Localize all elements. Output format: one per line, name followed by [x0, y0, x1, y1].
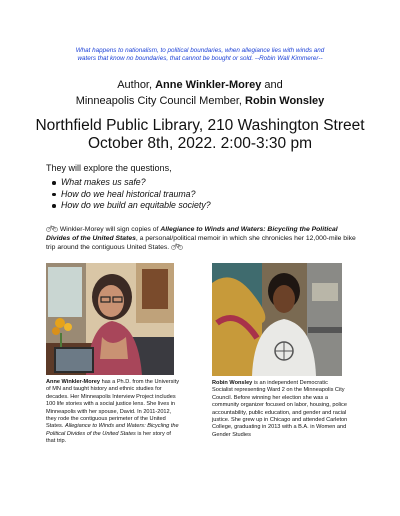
venue-datetime: October 8th, 2022. 2:00-3:30 pm [87, 135, 313, 152]
bicycle-icon [171, 243, 183, 250]
author-line-2: Minneapolis City Council Member, Robin Wonsley [75, 95, 325, 107]
quote-line: waters that know no boundaries, that cannot be bought or sold. --Robin Wall Kimmerer-- [77, 55, 323, 62]
book-title: Allegiance to Winds and Waters: Bicycling the Political Divides of the United States [46, 226, 338, 243]
question-item: How do we heal historical trauma? [52, 189, 211, 201]
epigraph-quote [40, 47, 360, 63]
intro-text: They will explore the questions, [46, 163, 172, 173]
question-list [52, 177, 211, 212]
quote-line: What happens to nationalism, to political boundaries, when allegiance lies with winds and [75, 47, 325, 54]
book-signing-note: Winkler-Morey will sign copies of Allegiance to Winds and Waters: Bicycling the Political Divides of the United States, a personal/political memoir in which she chronicles her 12,000-mile bike trip around the contiguous United States. [46, 226, 356, 252]
bio-book-title: Allegiance to Winds and Waters: Bicycling the Political Divides of the United States [46, 423, 179, 437]
question-item: How do we build an equitable society? [52, 200, 211, 212]
author-line-1: Author, Anne Winkler-Morey and [117, 79, 283, 91]
author-bio: Anne Winkler-Morey has a Ph.D. from the University of MN and taught history and ethnic studies for decades. Her Minneapolis Interview Project includes 100 life stories with a social justice lens. She lives in Minneapolis with her spouse, David. In 2011-2012, they rode the contiguous perimeter of the United States. Allegiance to Winds and Waters: Bicycling the Political Divides of the United States is her story of that trip. [46, 379, 179, 445]
venue-place: Northfield Public Library, 210 Washington Street [35, 117, 365, 134]
question-item: What makes us safe? [52, 177, 211, 189]
bio-name: Anne Winkler-Morey [46, 379, 101, 385]
bicycle-icon [46, 225, 58, 232]
author-name: Anne Winkler-Morey [155, 79, 262, 91]
authors-heading [20, 77, 380, 109]
event-venue [20, 117, 380, 153]
author-photo [46, 263, 174, 375]
council-member-name: Robin Wonsley [245, 95, 325, 107]
bio-name: Robin Wonsley [212, 380, 253, 386]
council-member-bio: Robin Wonsley is an independent Democratic Socialist representing Ward 2 on the Minneapolis City Council. Before winning her election she was a community organizer focused on labor, housing, police accountability, public education, and gender and racial justice. She grew up in Chicago and attended Carleton College, graduating in 2013 with a B.A. in Women and Gender Studies [212, 380, 348, 438]
council-member-photo [212, 263, 342, 376]
